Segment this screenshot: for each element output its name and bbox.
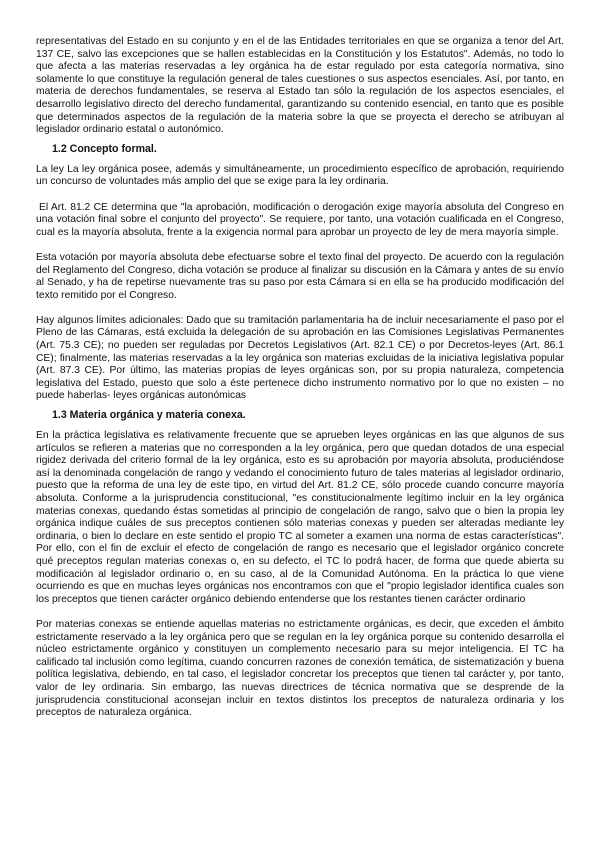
paragraph-procedimiento: La ley La ley orgánica posee, además y simultáneamente, un procedimiento específico de aprobación, requiriendo un concurso de voluntades más amplio del que se exige para la ley ordinaria. bbox=[36, 163, 564, 188]
heading-materia-conexa: 1.3 Materia orgánica y materia conexa. bbox=[52, 409, 246, 422]
paragraph-art-81-2: El Art. 81.2 CE determina que "la aprobación, modificación o derogación exige mayoría absoluta del Congreso en una votación final sobre el conjunto del proyecto". Se requiere, por tanto, una votación cualificada en el Congreso, cual es la mayoría absoluta, frente a la exigencia normal para aprobar un proyecto de ley de mera mayoría simple. bbox=[36, 201, 564, 238]
paragraph-materias-conexas: Por materias conexas se entiende aquellas materias no estrictamente orgánicas, es decir, que exceden el ámbito estrictamente reservado a la ley orgánica pero que se regulan en la ley orgánica porque su contenido desarrolla el núcleo estrictamente orgánico y constituyen un complemento necesario para su mejor inteligencia. El TC ha calificado tal inclusión como legítima, cuando concurren razones de conexión temática, de sistematización y buena política legislativa, debiendo, en tal caso, el legislador concretar los preceptos que tienen tal carácter y, por tanto, valor de ley ordinaria. Sin embargo, las nuevas directrices de técnica normativa que se desprende de la jurisprudencia constitucional aconsejan incluir en textos distintos los preceptos de naturaleza ordinaria y los preceptos de naturaleza orgánica. bbox=[36, 618, 564, 719]
paragraph-limites: Hay algunos límites adicionales: Dado que su tramitación parlamentaria ha de incluir necesariamente el paso por el Pleno de las Cámaras, está excluida la delegación de su aprobación en las Comisiones Legislativas Permanentes (Art. 75.3 CE); no pueden ser reguladas por Decretos Legislativos (Art. 82.1 CE) o por Decretos-leyes (Art. 86.1 CE); finalmente, las materias reservadas a la ley orgánica son materias excluidas de la iniciativa legislativa popular (Art. 87.3 CE). Por último, las materias propias de leyes orgánicas son, por su propia naturaleza, competencia legislativa del Estado, puesto que solo a éste pertenece dicho instrumento normativo por lo que no existen – no puede haberlas- leyes orgánicas autonómicas bbox=[36, 314, 564, 402]
paragraph-votacion: Esta votación por mayoría absoluta debe efectuarse sobre el texto final del proyecto. De acuerdo con la regulación del Reglamento del Congreso, dicha votación se produce al finalizar su discusión en la Cámara y antes de su envío al Senado, y ha de repetirse nuevamente tras su paso por esta Cámara si en ella se ha producido modificación del texto remitido por el Congreso. bbox=[36, 251, 564, 301]
paragraph-practica-legislativa: En la práctica legislativa es relativamente frecuente que se aprueben leyes orgánicas en las que algunos de sus artículos se refieren a materias que no corresponden a la ley orgánica, pero que quedan dotados de una especial rigidez derivada del criterio formal de la ley orgánica, esto es su aprobación por mayoría absoluta, produciéndose así la denominada congelación de rango y vedando el conocimiento futuro de tales materias al legislador ordinario, puesto que la reforma de una ley de este tipo, en virtud del Art. 81.2 CE, sólo procede cuando concurre mayoría absoluta. Conforme a la jurisprudencia constitucional, "es constitucionalmente legítimo incluir en la ley orgánica materias conexas, quedando éstas sometidas al principio de congelación de rango, salvo que o bien la propia ley orgánica indique cuáles de sus preceptos contienen sólo materias conexas y pueden ser alteradas mediante ley ordinaria, o bien lo declare en este sentido el propio TC al someter a examen una norma de estas características". Por ello, con el fin de excluir el efecto de congelación de rango es necesario que el legislador orgánico concrete qué preceptos regulan materias conexas o, en su defecto, el TC lo podrá hacer, de forma que quede abierta su modificación al legislador ordinario o, en su caso, al de la Comunidad Autónoma. En la práctica lo que viene ocurriendo es que en muchas leyes orgánicas nos encontramos con que el "propio legislador identifica cuales son los preceptos que tienen carácter orgánico debiendo entenderse que los restantes tienen carácter ordinario bbox=[36, 430, 564, 605]
paragraph-reserva-materias: representativas del Estado en su conjunto y en el de las Entidades territoriales en que se organiza a tenor del Art. 137 CE, salvo las excepciones que se hallen establecidas en la Constitución y los Estatutos". Además, no todo lo que afecta a las materias reservadas a ley orgánica ha de estar regulado por esta categoría normativa, sino solamente lo que constituye la regulación general de tales cuestiones o sus aspectos esenciales. Así, por tanto, en materia de derechos fundamentales, se reserva al Estado tan sólo la regulación de los aspectos esenciales, el desarrollo legislativo directo del derecho fundamental, garantizando su contenido esencial, en tanto que es posible que determinados aspectos de la regulación de la materia sobre la que se proyecta el derecho se atribuyan al legislador ordinario estatal o autonómico. bbox=[36, 36, 564, 136]
heading-concepto-formal: 1.2 Concepto formal. bbox=[52, 142, 157, 155]
